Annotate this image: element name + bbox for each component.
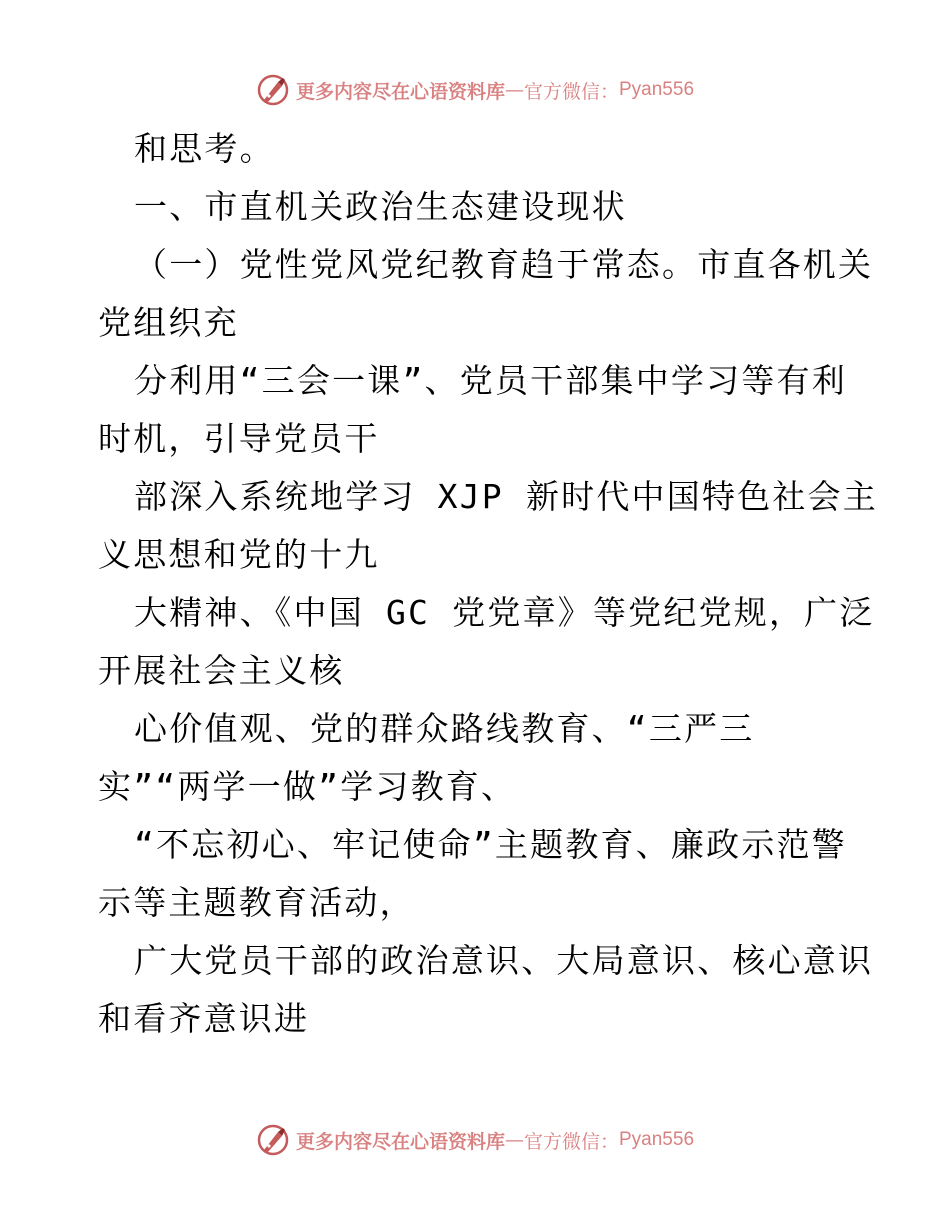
watermark-wechat-id: Pyan556 [619, 79, 695, 100]
text-line: 广大党员干部的政治意识、大局意识、核心意识 [134, 941, 874, 980]
watermark-site-text: 更多内容尽在心语资料库 [295, 1130, 505, 1153]
text-line: 和思考。 [134, 129, 275, 168]
text-line: 部深入系统地学习 XJP 新时代中国特色社会主 [134, 477, 878, 516]
watermark-wechat-id: Pyan556 [619, 1129, 695, 1150]
text-line: 和看齐意识进 [98, 999, 310, 1038]
pen-nib-circle-icon [256, 73, 290, 107]
watermark-site-text: 更多内容尽在心语资料库 [295, 80, 505, 103]
text-line: “不忘初心、牢记使命”主题教育、廉政示范警 [134, 825, 847, 864]
text-line: 分利用“三会一课”、党员干部集中学习等有利 [134, 361, 847, 400]
footer-watermark [0, 1122, 950, 1158]
watermark-separator: — [504, 79, 524, 101]
section-heading: 一、市直机关政治生态建设现状 [134, 187, 627, 226]
document-body [98, 120, 878, 1048]
text-line: 党组织充 [98, 303, 239, 342]
pen-nib-circle-icon [256, 1123, 290, 1157]
header-watermark [0, 72, 950, 108]
text-line: 实”“两学一做”学习教育、 [98, 767, 517, 806]
watermark-wechat-label: 官方微信： [523, 1130, 619, 1153]
text-line: 大精神、《中国 GC 党党章》等党纪党规，广泛 [134, 593, 875, 632]
text-line: （一）党性党风党纪教育趋于常态。市直各机关 [134, 245, 874, 284]
watermark-separator: — [504, 1129, 524, 1151]
text-line: 心价值观、党的群众路线教育、“三严三 [134, 709, 755, 748]
text-line: 义思想和党的十九 [98, 535, 380, 574]
watermark-wechat-label: 官方微信： [523, 80, 619, 103]
text-line: 示等主题教育活动， [98, 883, 415, 922]
text-line: 时机，引导党员干 [98, 419, 380, 458]
text-line: 开展社会主义核 [98, 651, 345, 690]
